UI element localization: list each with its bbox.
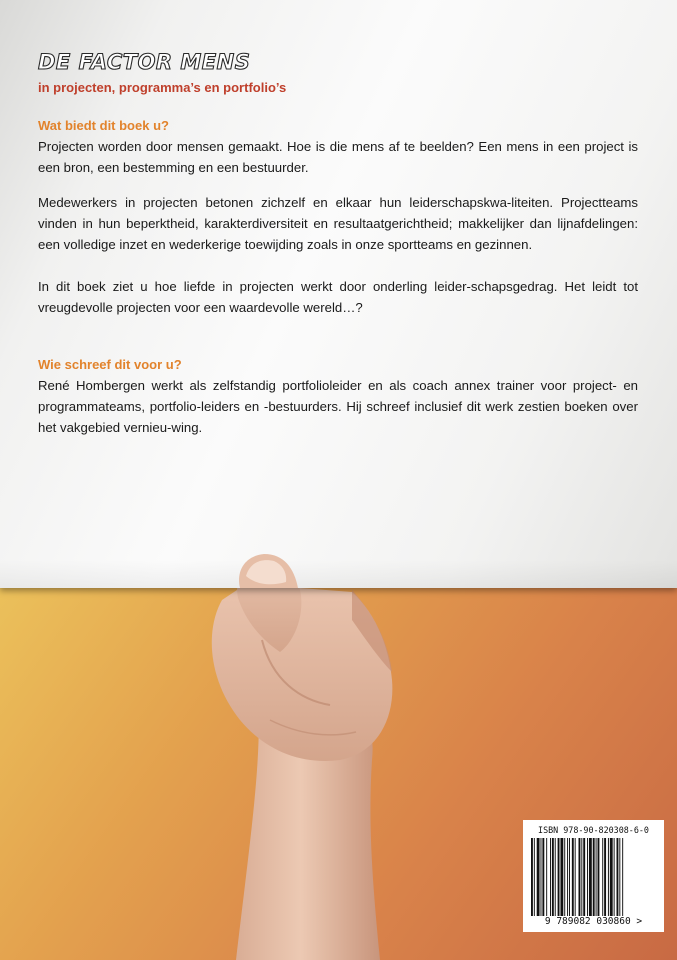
- section-heading-offer: Wat biedt dit boek u?: [38, 118, 169, 133]
- paragraph-author: René Hombergen werkt als zelfstandig portfolioleider en als coach annex trainer voor project- en programmateams, portfolio-leiders en -bestuurders. Hij schreef inclusief dit werk zestien boeken over het vakgebied vernieu-wing.: [38, 378, 638, 435]
- paragraph-love: In dit boek ziet u hoe liefde in projecten werkt door onderling leider-schapsgedrag. Het leidt tot vreugdevolle projecten voor een waardevolle wereld…?: [38, 279, 638, 315]
- book-subtitle: in projecten, programma’s en portfolio’s: [38, 80, 287, 95]
- isbn-label: ISBN 978-90-820308-6-0: [538, 825, 649, 835]
- isbn-barcode: [523, 820, 664, 932]
- paper-shadow: [0, 560, 677, 588]
- barcode-digits: 9 789082 030860 >: [544, 916, 643, 927]
- section-heading-author: Wie schreef dit voor u?: [38, 357, 182, 372]
- book-title: DE FACTOR MENS: [38, 50, 251, 74]
- barcode-bars: [531, 838, 656, 916]
- paragraph-teams: Medewerkers in projecten betonen zichzelf en elkaar hun leiderschapskwa-liteiten. Projectteams vinden in hun beperktheid, karakterdiversiteit en resultaatgerichtheid; makkelijker dan lijnafdelingen: een volledige inzet en wederkerige toewijding zoals in onze sportteams en gezinnen.: [38, 195, 638, 252]
- paragraph-intro: Projecten worden door mensen gemaakt. Hoe is die mens af te beelden? Een mens in een project is een bron, een bestemming en een bestuurder.: [38, 139, 638, 175]
